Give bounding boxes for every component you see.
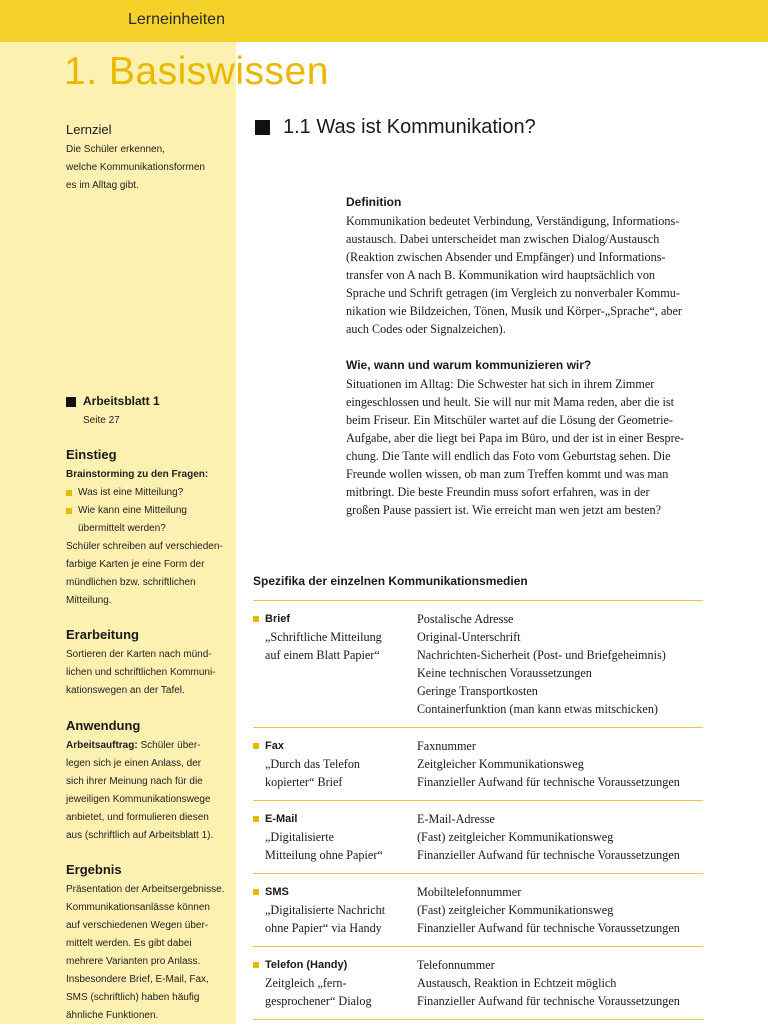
text-line: welche Kommunikationsformen [66, 162, 205, 173]
medium-desc: „Durch das Telefon [265, 757, 361, 771]
text-line: Was ist eine Mitteilung? [78, 487, 184, 498]
property: Finanzieller Aufwand für technische Voraussetzungen [417, 921, 680, 935]
text-line: beim Friseur. Ein Mitschüler wartet auf die Lösung der Geometrie- [346, 413, 673, 427]
property: Geringe Transportkosten [417, 684, 538, 698]
question-heading: Wie, wann und warum kommunizieren wir? [346, 358, 592, 372]
properties-cell [417, 956, 703, 1010]
text-line: ähnliche Funktionen. [66, 1010, 159, 1021]
anwendung-first-rest: Schüler über- [137, 740, 201, 751]
arbeitsblatt-page: Seite 27 [83, 415, 120, 426]
properties-cell [417, 883, 703, 937]
text-line: mitbringt. Die beste Freundin muss sofort erfahren, was in der [346, 485, 650, 499]
table-row [253, 946, 703, 1020]
medium-cell [253, 883, 417, 937]
text-line: austausch. Dabei unterscheidet man zwischen Dialog/Austausch [346, 232, 660, 246]
lernziel-title: Lernziel [66, 122, 112, 137]
property: Finanzieller Aufwand für technische Voraussetzungen [417, 994, 680, 1008]
text-line: anbietet, und formulieren diesen [66, 812, 209, 823]
text-line: Sortieren der Karten nach münd- [66, 649, 212, 660]
section-heading [255, 116, 536, 139]
square-bullet-icon [255, 120, 270, 135]
text-line: Kommunikation bedeutet Verbindung, Verständigung, Informations- [346, 214, 680, 228]
property: Telefonnummer [417, 958, 495, 972]
text-line: Kommunikationsanlässe können [66, 902, 210, 913]
ergebnis-block [66, 861, 234, 1025]
definition-block [346, 193, 702, 338]
anwendung-block [66, 717, 234, 845]
text-line: Wie kann eine Mitteilung [78, 505, 187, 516]
question-block [346, 356, 702, 519]
table-row [253, 600, 703, 727]
einstieg-block [66, 446, 234, 610]
text-line: Präsentation der Arbeitsergebnisse. [66, 884, 225, 895]
lernziel-block [66, 121, 234, 195]
property: Mobiltelefonnummer [417, 885, 522, 899]
text-line: mehrere Varianten pro Anlass. [66, 956, 201, 967]
text-line: auch Codes oder Signalzeichen). [346, 322, 506, 336]
text-line: aus (schriftlich auf Arbeitsblatt 1). [66, 830, 214, 841]
property: (Fast) zeitgleicher Kommunikationsweg [417, 830, 614, 844]
medium-desc: „Digitalisierte Nachricht [265, 903, 386, 917]
properties-cell [417, 610, 703, 718]
property: Austausch, Reaktion in Echtzeit möglich [417, 976, 617, 990]
yellow-bullet-icon [66, 508, 72, 514]
medium-desc: „Digitalisierte [265, 830, 335, 844]
yellow-bullet-icon [253, 616, 259, 622]
text-line: transfer von A nach B. Kommunikation wird hauptsächlich von [346, 268, 656, 282]
table-heading: Spezifika der einzelnen Kommunikationsmedien [253, 574, 528, 588]
text-line: SMS (schriftlich) haben häufig [66, 992, 200, 1003]
text-line: farbige Karten je eine Form der [66, 559, 205, 570]
arbeitsblatt-heading [66, 392, 234, 410]
square-bullet-icon [66, 397, 76, 407]
property: Faxnummer [417, 739, 476, 753]
text-line: Mitteilung. [66, 595, 112, 606]
text-line: eingeschlossen und heult. Sie will nur mit Mama reden, aber die ist [346, 395, 674, 409]
text-line: nikation wie Bildzeichen, Tönen, Musik und Körper-„Sprache“, aber [346, 304, 682, 318]
text-line: Schüler schreiben auf verschieden- [66, 541, 223, 552]
medium-name: E-Mail [265, 813, 298, 825]
medium-cell [253, 610, 417, 718]
chapter-title: 1. Basiswissen [64, 50, 329, 93]
section-title: 1.1 Was ist Kommunikation? [283, 116, 536, 138]
yellow-bullet-icon [253, 889, 259, 895]
property: E-Mail-Adresse [417, 812, 495, 826]
medium-cell [253, 810, 417, 864]
properties-cell [417, 737, 703, 791]
table-row [253, 727, 703, 800]
text-line: Situationen im Alltag: Die Schwester hat sich in ihrem Zimmer [346, 377, 655, 391]
arbeitsblatt-block [66, 392, 234, 430]
property: Containerfunktion (man kann etwas mitschicken) [417, 702, 658, 716]
yellow-bullet-icon [253, 743, 259, 749]
text-line: mittelt werden. Es gibt dabei [66, 938, 192, 949]
definition-heading: Definition [346, 195, 402, 209]
text-line: legen sich je einen Anlass, der [66, 758, 202, 769]
property: Postalische Adresse [417, 612, 514, 626]
property: Zeitgleicher Kommunikationsweg [417, 757, 584, 771]
table-row [253, 800, 703, 873]
medium-name: SMS [265, 886, 289, 898]
einstieg-subtitle: Brainstorming zu den Fragen: [66, 469, 209, 480]
list-item [66, 502, 234, 538]
properties-cell [417, 810, 703, 864]
erarbeitung-block [66, 626, 234, 700]
medium-desc: kopierter“ Brief [265, 775, 343, 789]
text-line: Sprache und Schrift getragen (im Vergleich zu nonverbaler Kommu- [346, 286, 680, 300]
ergebnis-title: Ergebnis [66, 862, 122, 877]
anwendung-title: Anwendung [66, 718, 141, 733]
text-line: es im Alltag gibt. [66, 180, 139, 191]
medium-desc: Zeitgleich „fern- [265, 976, 347, 990]
list-item [66, 484, 234, 502]
medium-desc: Mitteilung ohne Papier“ [265, 848, 383, 862]
text-line: Insbesondere Brief, E-Mail, Fax, [66, 974, 209, 985]
einstieg-title: Einstieg [66, 447, 117, 462]
medium-desc: auf einem Blatt Papier“ [265, 648, 380, 662]
arbeitsblatt-title: Arbeitsblatt 1 [83, 394, 160, 408]
text-line: sich ihrer Meinung nach für die [66, 776, 203, 787]
text-line: lichen und schriftlichen Kommuni- [66, 667, 216, 678]
property: Original-Unterschrift [417, 630, 521, 644]
text-line: großen Pause passiert ist. Wie erreicht man wen jetzt am besten? [346, 503, 662, 517]
text-line: (Reaktion zwischen Absender und Empfänger) und Informations- [346, 250, 666, 264]
medium-desc: „Schriftliche Mitteilung [265, 630, 382, 644]
property: (Fast) zeitgleicher Kommunikationsweg [417, 903, 614, 917]
medium-name: Fax [265, 740, 284, 752]
medium-cell [253, 737, 417, 791]
media-table [253, 600, 703, 1020]
table-row [253, 873, 703, 946]
property: Finanzieller Aufwand für technische Voraussetzungen [417, 775, 680, 789]
section-label: Lerneinheiten [128, 11, 225, 28]
property: Keine technischen Voraussetzungen [417, 666, 592, 680]
medium-desc: ohne Papier“ via Handy [265, 921, 382, 935]
text-line: chung. Die Tante will endlich das Foto vom Geburtstag sehen. Die [346, 449, 671, 463]
anwendung-first-line [66, 737, 234, 755]
text-line: Die Schüler erkennen, [66, 144, 165, 155]
erarbeitung-title: Erarbeitung [66, 627, 139, 642]
medium-desc: gesprochener“ Dialog [265, 994, 372, 1008]
lernziel-text [66, 141, 234, 195]
text-line: Aufgabe, aber die liegt bei Papa im Büro, und der ist in einer Bespre- [346, 431, 685, 445]
text-line: jeweiligen Kommunikationswege [66, 794, 211, 805]
medium-name: Telefon (Handy) [265, 959, 348, 971]
yellow-bullet-icon [253, 962, 259, 968]
property: Finanzieller Aufwand für technische Voraussetzungen [417, 848, 680, 862]
text-line: auf verschiedenen Wegen über- [66, 920, 209, 931]
header-bar [0, 0, 768, 42]
yellow-bullet-icon [253, 816, 259, 822]
yellow-bullet-icon [66, 490, 72, 496]
medium-cell [253, 956, 417, 1010]
medium-name: Brief [265, 613, 291, 625]
text-line: mündlichen bzw. schriftlichen [66, 577, 196, 588]
anwendung-label: Arbeitsauftrag: [66, 740, 138, 751]
text-line: übermittelt werden? [78, 523, 166, 534]
text-line: kationswegen an der Tafel. [66, 685, 185, 696]
text-line: Freunde wollen wissen, ob man zum Treffen kommt und was man [346, 467, 669, 481]
property: Nachrichten-Sicherheit (Post- und Briefgeheimnis) [417, 648, 666, 662]
